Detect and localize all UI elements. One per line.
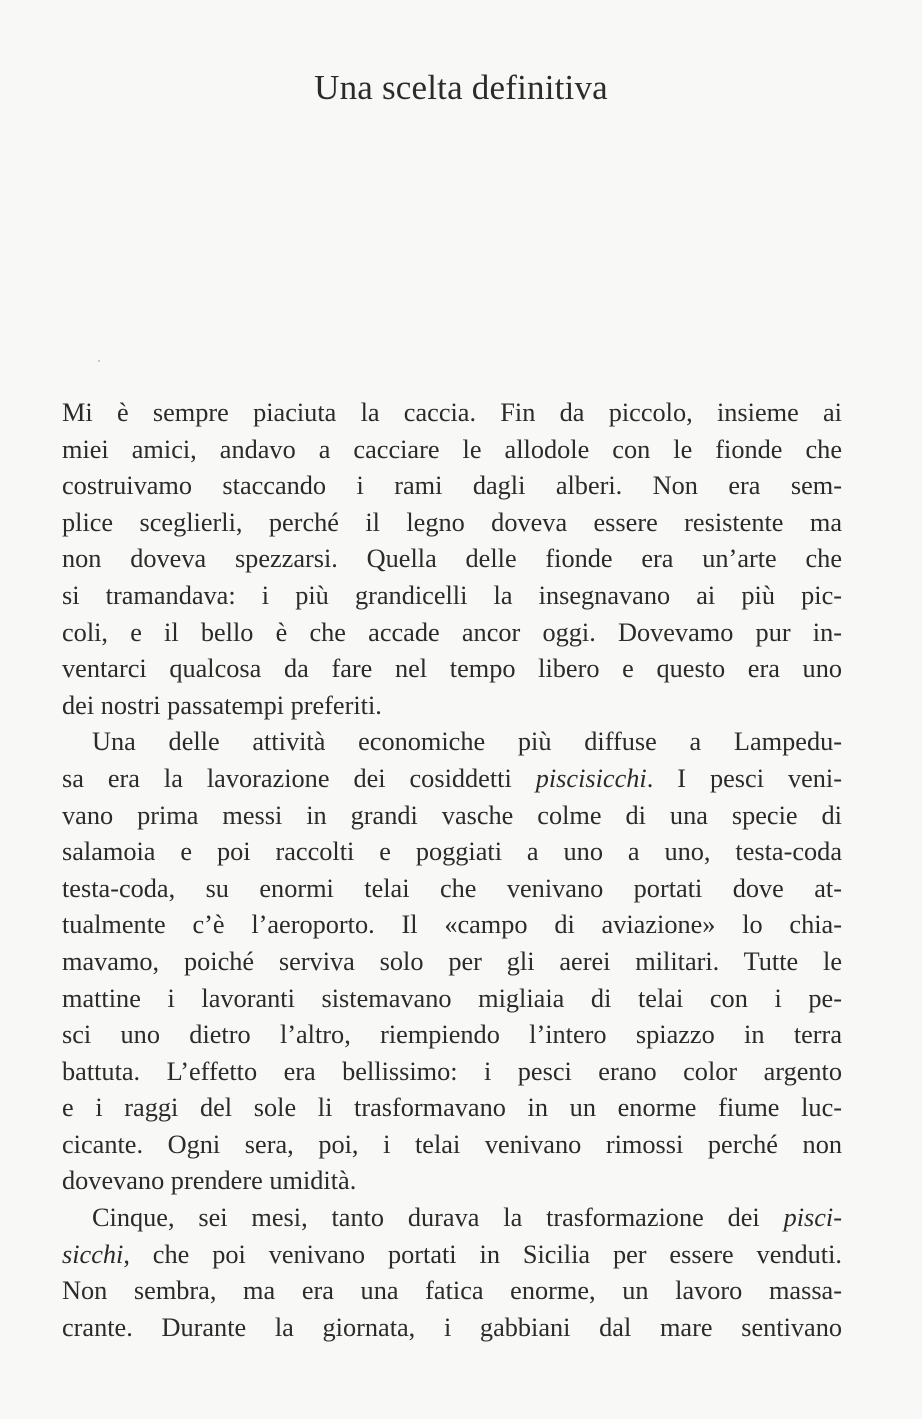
text-line [62,907,842,944]
text-segment: , che poi venivano portati in Sicilia per essere venduti. [123,1239,842,1269]
text-segment: battuta. L’effetto era bellissimo: i pesci erano color argento [62,1056,842,1086]
text-segment: ventarci qualcosa da fare nel tempo libero e questo era uno [62,654,842,684]
italic-term: piscisicchi [535,763,647,793]
speck-mark [98,360,100,362]
text-line [62,432,842,469]
text-line [62,578,842,615]
text-segment: plice sceglierli, perché il legno doveva essere resistente ma [62,507,842,537]
chapter-title: Una scelta definitiva [314,68,608,107]
text-segment: miei amici, andavo a cacciare le allodole con le fionde che [62,434,842,464]
text-line [62,944,842,981]
text-line [62,688,842,725]
text-segment: dovevano prendere umidità. [62,1166,357,1196]
text-line [62,761,842,798]
text-line [62,871,842,908]
text-segment: testa-coda, su enormi telai che venivano portati dove at- [62,873,842,903]
text-segment: tualmente c’è l’aeroporto. Il «campo di aviazione» lo chia- [62,910,842,940]
italic-term: sicchi [62,1239,124,1269]
text-segment: coli, e il bello è che accade ancor oggi. Dovevamo pur in- [62,617,842,647]
text-line [62,468,842,505]
body-text [62,395,842,1346]
text-segment: Cinque, sei mesi, tanto durava la trasformazione dei [92,1203,784,1233]
text-line [62,615,842,652]
text-line [62,395,842,432]
text-line [62,834,842,871]
text-segment: . I pesci veni- [646,763,842,793]
text-line [62,541,842,578]
text-line [62,1054,842,1091]
text-segment: mattine i lavoranti sistemavano migliaia di telai con i pe- [62,983,842,1013]
text-line [62,724,842,761]
text-line [62,1200,842,1237]
text-segment: costruivamo staccando i rami dagli alberi. Non era sem- [62,471,842,501]
text-segment: Una delle attività economiche più diffuse a Lampedu- [92,727,842,757]
text-line [62,1090,842,1127]
text-segment: cicante. Ogni sera, poi, i telai venivano rimossi perché non [62,1129,842,1159]
text-line [62,1017,842,1054]
text-line [62,1237,842,1274]
text-line [62,981,842,1018]
text-line [62,798,842,835]
text-segment: sa era la lavorazione dei cosiddetti [62,763,536,793]
text-segment: mavamo, poiché serviva solo per gli aerei militari. Tutte le [62,946,842,976]
text-segment: vano prima messi in grandi vasche colme di una specie di [62,800,842,830]
text-line [62,505,842,542]
text-segment: Mi è sempre piaciuta la caccia. Fin da piccolo, insieme ai [62,398,842,427]
text-line [62,651,842,688]
text-segment: crante. Durante la giornata, i gabbiani dal mare sentivano [62,1312,842,1342]
text-segment: non doveva spezzarsi. Quella delle fionde era un’arte che [62,544,842,574]
text-segment: sci uno dietro l’altro, riempiendo l’intero spiazzo in terra [62,1020,842,1050]
text-segment: dei nostri passatempi preferiti. [62,690,382,720]
text-line [62,1310,842,1347]
text-segment: Non sembra, ma era una fatica enorme, un lavoro massa- [62,1276,842,1306]
text-segment: e i raggi del sole li trasformavano in un enorme fiume luc- [62,1093,842,1123]
text-segment: salamoia e poi raccolti e poggiati a uno a uno, testa-coda [62,837,842,867]
text-line [62,1127,842,1164]
text-line [62,1273,842,1310]
text-segment: si tramandava: i più grandicelli la insegnavano ai più pic- [62,580,842,610]
text-line [62,1163,842,1200]
italic-term: pisci- [783,1203,842,1233]
